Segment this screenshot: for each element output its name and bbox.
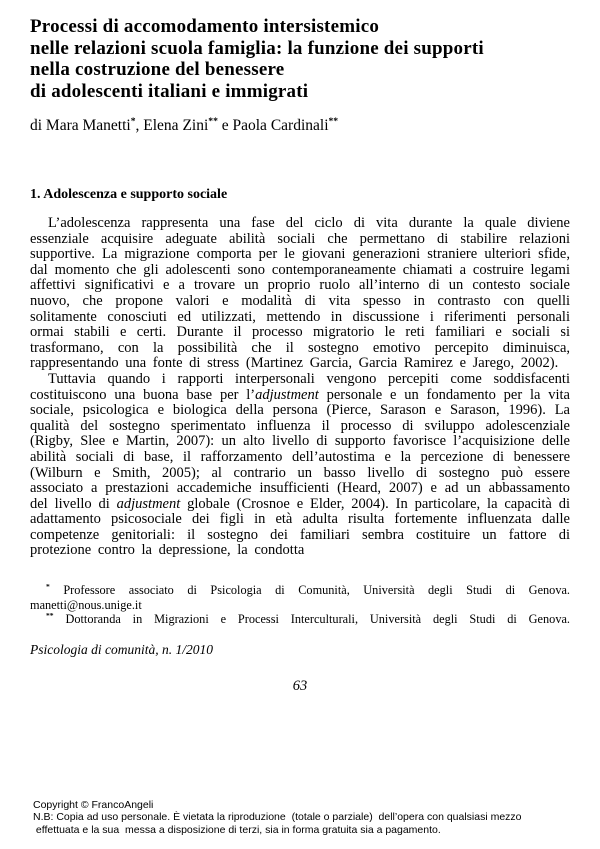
italic-term-adjustment: adjustment bbox=[116, 495, 181, 512]
byline bbox=[30, 117, 570, 135]
body-text bbox=[30, 216, 570, 559]
footnote-1-email: manetti@nous.unige.it bbox=[30, 597, 142, 612]
paragraph-2 bbox=[30, 372, 570, 559]
footnote-1-text: Professore associato di Psicologia di Comunità, Università degli Studi di Genova. bbox=[63, 583, 571, 598]
author-1-footnote-marker: * bbox=[130, 115, 136, 127]
author-1: di Mara Manetti bbox=[30, 117, 131, 134]
author-2-footnote-marker: ** bbox=[208, 115, 218, 127]
paragraph-2-text: personale e un fondamento per la vita sociale, psicologica e biologica della persona (Pierce, Sarason e Sarason, 1996). La qualità del sostegno sperimentato influenza il processo di sviluppo adolescenziale (Rigby, Slee e Martin, 2007): un alto livello di supporto favorisce l’acquisizione delle abilità sociali di base, il rafforzamento dell’autostima e la percezione di benessere (Wilburn e Smith, 2005); al contrario un basso livello di sostegno può essere associato a prestazioni accademiche insufficienti (Heard, 2007) e ad un abbassamento del livello di bbox=[30, 386, 570, 512]
author-3-footnote-marker: ** bbox=[328, 115, 339, 127]
page-number: 63 bbox=[292, 677, 308, 694]
paragraph-1: L’adolescenza rappresenta una fase del ciclo di vita durante la quale diviene essenziale acquisire adeguate abilità sociali che permettano di stabilire relazioni supportive. La migrazione comporta per le giovani generazioni straniere ulteriori sfide, dal momento che gli adolescenti sono contemporaneamente chiamati a costruire legami affettivi significativi e a trovare un proprio ruolo all’interno di un contesto sociale nuovo, che propone valori e modalità di vita spesso in contrasto con quelli solitamente conosciuti ed utilizzati, mettendo in discussione i riferimenti personali ormai stabili e certi. Durante il processo migratorio le reti familiari e sociali si trasformano, con la possibilità che il sostegno emotivo percepito diminuisca, rappresentando una fonte di stress (Martinez Garcia, Garcia Ramirez e Jarego, 2002). bbox=[30, 215, 570, 372]
article-title bbox=[30, 16, 570, 102]
title-line-1: Processi di accomodamento intersistemico bbox=[30, 16, 380, 37]
copyright-line-2: N.B: Copia ad uso personale. È vietata la riproduzione (totale o parziale) dell’opera con qualsiasi mezzo bbox=[33, 811, 522, 823]
copyright-line-3: effettuata e la sua messa a disposizione di terzi, sia in forma gratuita sia a pagamento. bbox=[33, 823, 441, 836]
paragraph-2-text: Tuttavia quando i rapporti interpersonali vengono percepiti come soddisfacenti costituiscono una buona base per l’ bbox=[30, 370, 570, 403]
footnote-2-text: Dottoranda in Migrazioni e Processi Interculturali, Università degli Studi di Genova. bbox=[65, 612, 570, 627]
author-2: , Elena Zini bbox=[135, 117, 209, 134]
section-heading: 1. Adolescenza e supporto sociale bbox=[30, 187, 228, 202]
footnote-1-marker: * bbox=[46, 581, 50, 591]
footnote-2-marker: ** bbox=[46, 611, 54, 621]
title-line-3: nella costruzione del benessere bbox=[30, 59, 285, 80]
footnote-1 bbox=[30, 583, 570, 612]
footnote-2 bbox=[30, 612, 570, 627]
italic-term-adjustment: adjustment bbox=[255, 386, 319, 403]
paragraph-2-text: globale (Crosnoe e Elder, 2004). In particolare, la capacità di adattamento psicosociale dei figli in età adulta risulta fortemente influenzata dalle competenze genitoriali: il sostegno dei familiari sembra costituire un fattore di protezione contro la depressione, la condotta bbox=[30, 495, 570, 559]
copyright-line-1: Copyright © FrancoAngeli bbox=[33, 798, 154, 811]
title-line-4: di adolescenti italiani e immigrati bbox=[30, 80, 309, 102]
footnotes bbox=[30, 583, 570, 627]
footnote-2-line-1 bbox=[30, 612, 570, 627]
journal-citation: Psicologia di comunità, n. 1/2010 bbox=[30, 641, 213, 657]
author-3: e Paola Cardinali bbox=[217, 117, 329, 134]
title-line-2: nelle relazioni scuola famiglia: la funzione dei supporti bbox=[30, 37, 484, 59]
copyright-notice bbox=[33, 799, 580, 837]
footnote-1-line-1 bbox=[30, 583, 570, 598]
